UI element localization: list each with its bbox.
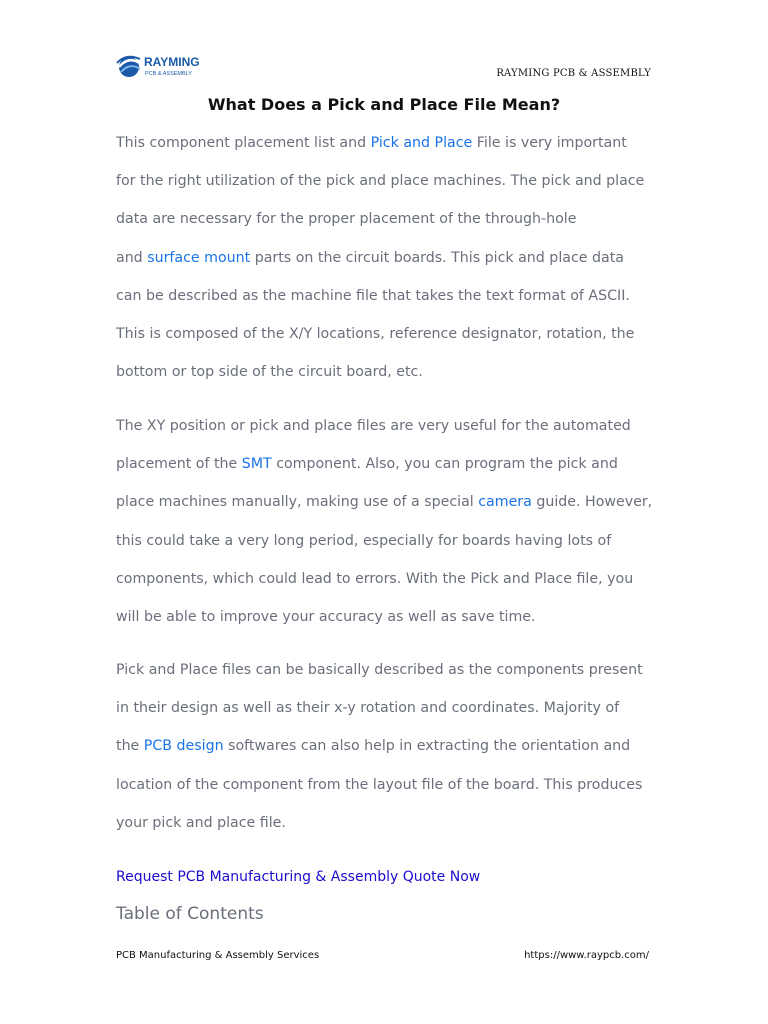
paragraph-line: The XY position or pick and place files are very useful for the automated [116,418,631,434]
paragraph-line: can be described as the machine file that takes the text format of ASCII. [116,287,630,304]
logo-emblem-icon [116,52,212,80]
paragraph-line: placement of the SMT component. Also, you can program the pick and [116,456,618,473]
paragraph-line: in their design as well as their x-y rotation and coordinates. Majority of [116,700,620,717]
header-company-name: RAYMING PCB & ASSEMBLY [496,68,651,79]
paragraph-line: bottom or top side of the circuit board, etc. [116,364,423,381]
paragraph-line: your pick and place file. [116,814,286,831]
paragraph-3 [116,651,661,842]
paragraph-line: for the right utilization of the pick and place machines. The pick and place [116,173,645,190]
paragraph-line: and surface mount parts on the circuit boards. This pick and place data [116,249,624,266]
request-quote-link[interactable]: Request PCB Manufacturing & Assembly Quote Now [116,869,481,885]
paragraph-line: place machines manually, making use of a special camera guide. However, [116,494,653,511]
pcb-design-link[interactable]: PCB design [143,738,224,755]
paragraph-line: will be able to improve your accuracy as well as save time. [116,609,536,626]
paragraph-line: Pick and Place files can be basically described as the components present [116,662,643,678]
paragraph-line: this could take a very long period, especially for boards having lots of [116,532,612,549]
smt-link[interactable]: SMT [241,456,272,473]
rayming-logo [116,52,212,80]
paragraph-line: This component placement list and Pick and Place File is very important [116,135,627,151]
logo-text: RAYMING [144,55,200,69]
paragraph-line: the PCB design softwares can also help in extracting the orientation and [116,738,631,755]
footer-website-url[interactable]: https://www.raypcb.com/ [524,950,649,961]
camera-link[interactable]: camera [478,494,532,511]
page-title: What Does a Pick and Place File Mean? [207,95,561,114]
footer-services-text: PCB Manufacturing & Assembly Services [116,950,320,961]
pick-and-place-link[interactable]: Pick and Place [370,135,473,151]
table-of-contents-heading: Table of Contents [116,904,264,924]
logo-subtext: PCB & ASSEMBLY [145,71,192,77]
paragraph-line: This is composed of the X/Y locations, reference designator, rotation, the [116,326,635,343]
paragraph-line: components, which could lead to errors. With the Pick and Place file, you [116,570,634,587]
paragraph-1 [116,124,661,391]
surface-mount-link[interactable]: surface mount [147,249,251,266]
paragraph-2 [116,407,661,636]
paragraph-line: data are necessary for the proper placement of the through-hole [116,211,577,228]
paragraph-line: location of the component from the layout file of the board. This produces [116,776,643,793]
